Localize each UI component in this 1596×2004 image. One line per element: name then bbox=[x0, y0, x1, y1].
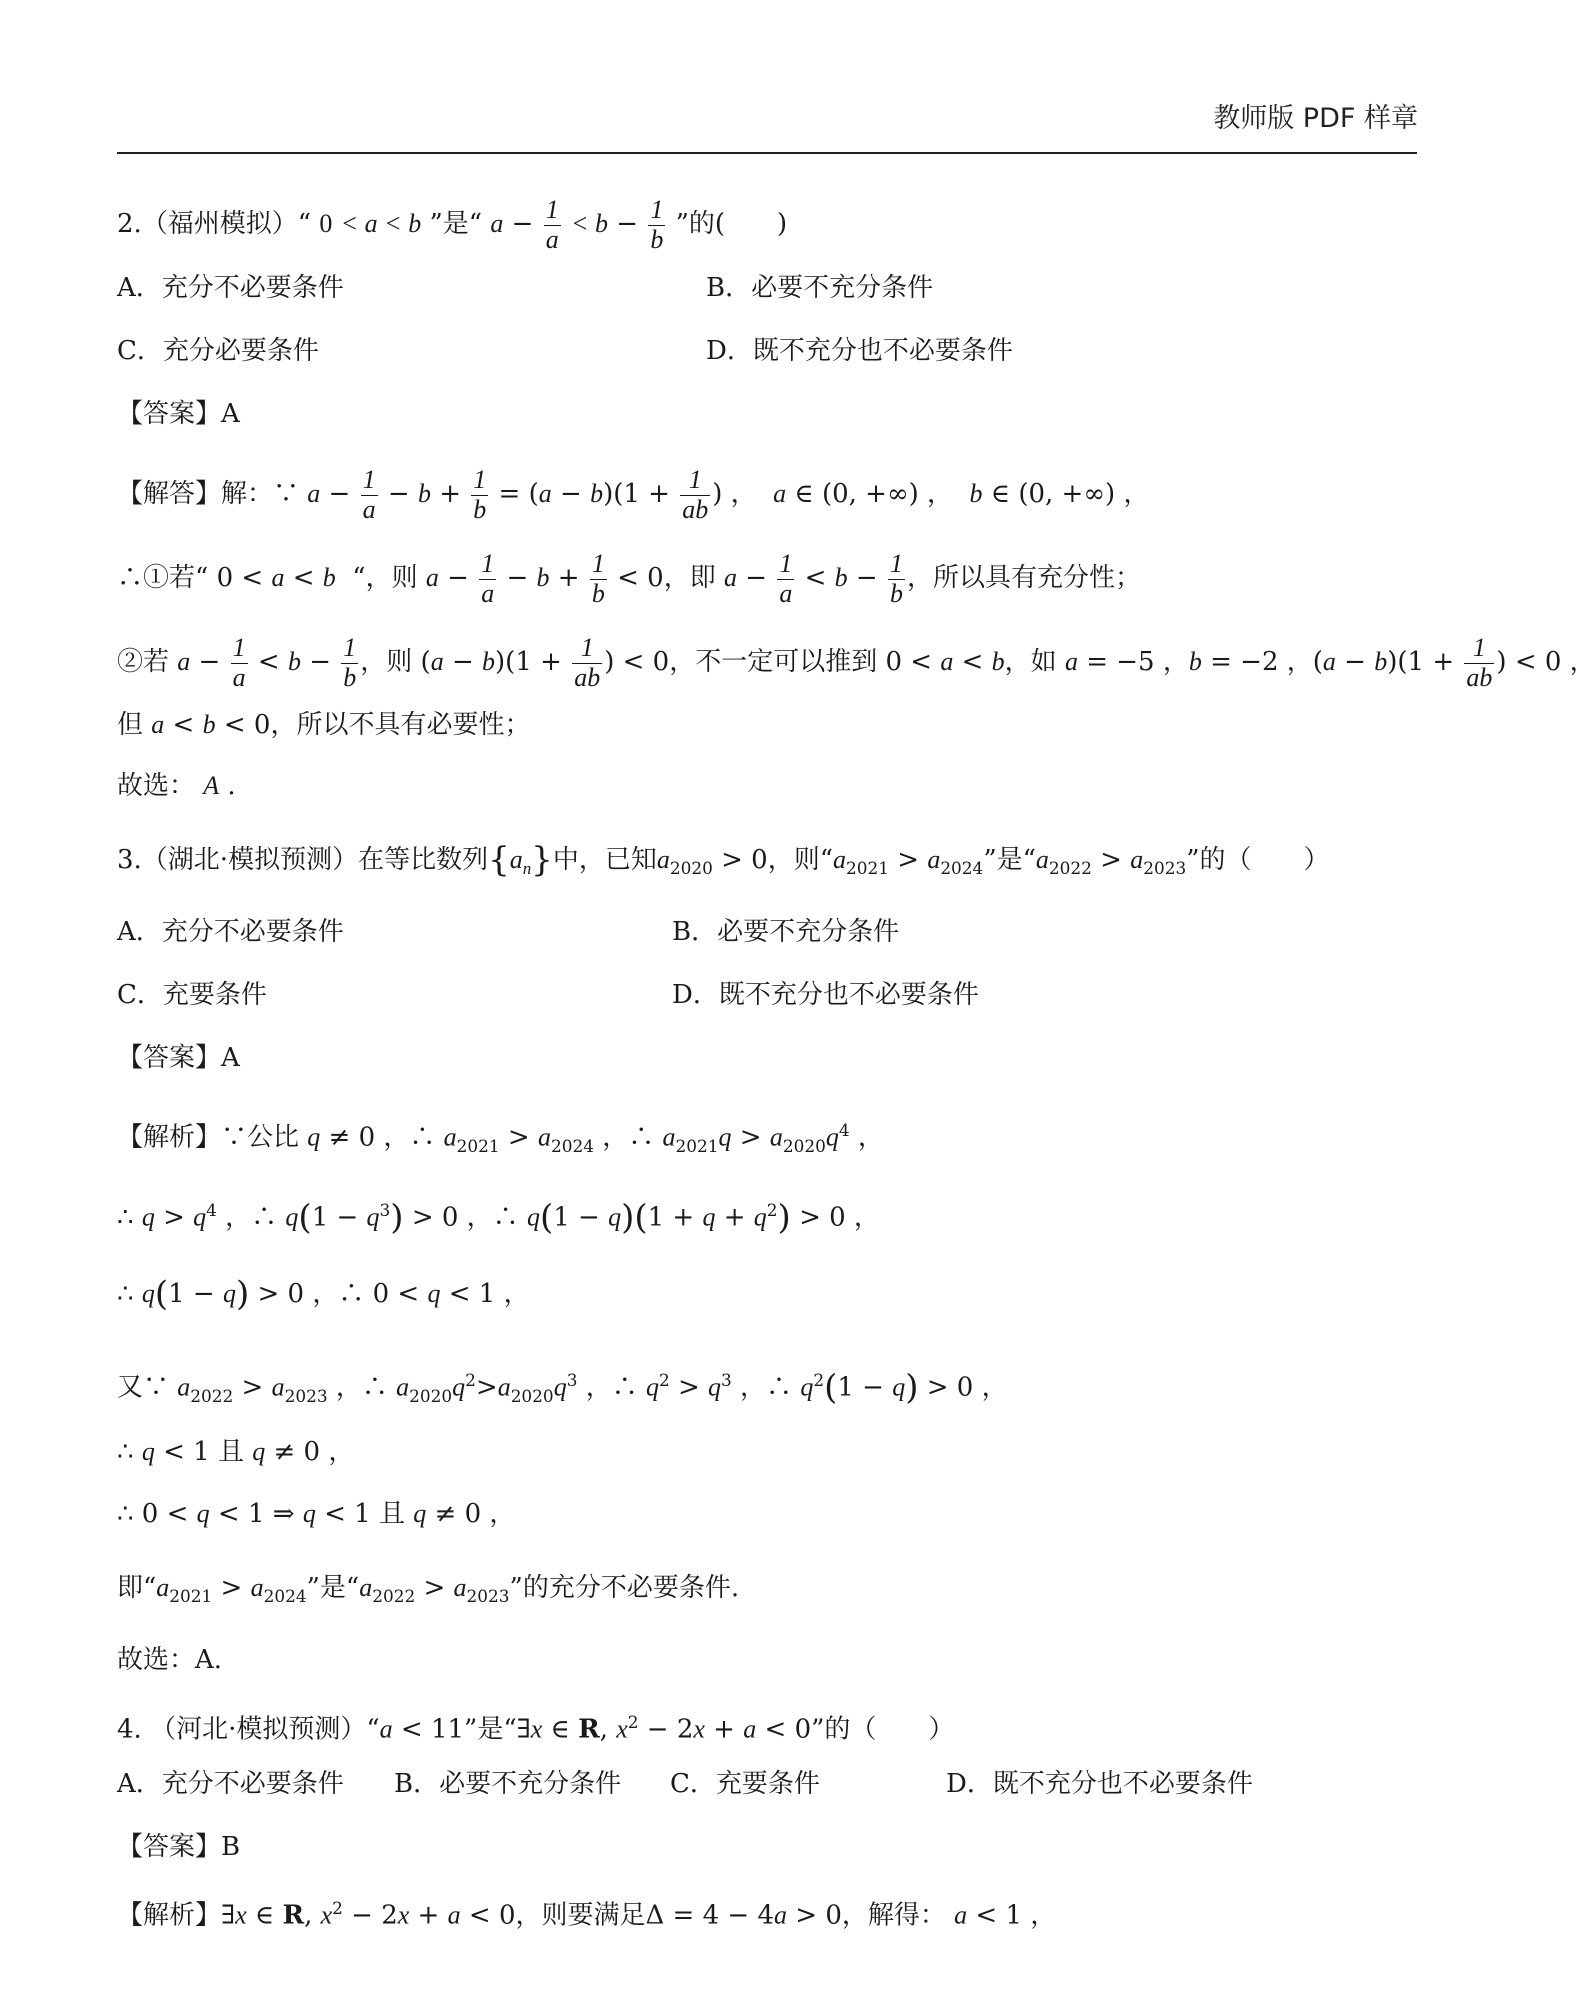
fraction: $\frac{1}{b}$ bbox=[591, 549, 605, 608]
q3-option-b: B．必要不充分条件 bbox=[672, 917, 900, 947]
q4-option-b: B．必要不充分条件 bbox=[394, 1769, 622, 1799]
text-fragment: 【解析】 bbox=[117, 1900, 222, 1931]
text-fragment: 即“ bbox=[117, 1573, 157, 1603]
text-fragment: ，如 bbox=[1004, 647, 1057, 678]
text-fragment: ，不一定可以推到 bbox=[669, 647, 878, 678]
text-fragment: 若“ bbox=[169, 563, 209, 594]
q4-solution-line-1: 【解析】∃x ∈ R, $x^2 - 2x + a < 0$，则要满足Δ = 4 − 4a > 0，解得： a < 1 ， bbox=[117, 1898, 1057, 1931]
text-fragment: ，所以具有充分性； bbox=[906, 563, 1141, 594]
q2-option-c: C．充分必要条件 bbox=[117, 336, 319, 366]
q4-option-c: C．充要条件 bbox=[670, 1769, 820, 1799]
fraction: $\frac{1}{b}$ bbox=[343, 633, 357, 692]
text-fragment: ”的（ ） bbox=[811, 1714, 955, 1745]
fraction: $\frac{1}{ab}$ bbox=[1466, 633, 1493, 692]
text-fragment: 中，已知 bbox=[552, 845, 657, 875]
q2-solution-label: 【解答】解： bbox=[117, 479, 274, 510]
text-fragment: 4. （河北·模拟预测）“ bbox=[117, 1714, 380, 1745]
text-fragment: ”的充分不必要条件. bbox=[509, 1573, 740, 1603]
q2-option-d: D．既不充分也不必要条件 bbox=[706, 336, 1013, 366]
q4-answer: 【答案】B bbox=[117, 1832, 241, 1862]
q4-option-a: A．充分不必要条件 bbox=[117, 1769, 344, 1799]
text-fragment: ，则 bbox=[360, 647, 413, 678]
q3-solution-line-3: ∴ q(1 − q) > 0 ，∴ 0 < q < 1 ， bbox=[117, 1274, 530, 1314]
q3-answer: 【答案】A bbox=[117, 1043, 240, 1073]
text-fragment: 但 bbox=[117, 710, 144, 740]
q2-stem: 2.（福州模拟）“ 0 < a < b ”是“ a − $\frac{1}{a}$ < b − $\frac{1}{b}$ ”的( ) bbox=[117, 195, 788, 254]
q2-answer: 【答案】A bbox=[117, 399, 240, 429]
fraction: $\frac{1}{a}$ bbox=[232, 633, 246, 692]
text-fragment: ，所以不具有必要性； bbox=[270, 710, 531, 740]
text-fragment: 【解析】∵公比 bbox=[117, 1122, 300, 1153]
text-fragment: ，解得： bbox=[841, 1900, 946, 1931]
text-fragment: 又∵ bbox=[117, 1372, 170, 1403]
fraction: $\frac{1}{b}$ bbox=[473, 465, 487, 524]
text-fragment: ”的（ ） bbox=[1186, 845, 1330, 875]
fraction: $\frac{1}{ab}$ bbox=[574, 633, 601, 692]
q3-conclusion: 即“$a_{2021} > a_{2024}$”是“$a_{2022} > a_{2023}$”的充分不必要条件. bbox=[117, 1573, 740, 1607]
fraction: $\frac{1}{a}$ bbox=[481, 549, 495, 608]
q2-solution-line-3: ②若 a − $\frac{1}{a}$ < b − $\frac{1}{b}$ ，则 (a − b)(1 + $\frac{1}{ab}$ ) < 0，不一定可以推到 0 < a < b，如 a = −5 ，b = −2 ，(a − b)(1 + $\frac{1}{ab}$ ) < 0 ， bbox=[117, 633, 1596, 692]
fraction: $\frac{1}{a}$ bbox=[545, 195, 559, 254]
text-fragment: 且 bbox=[378, 1499, 405, 1529]
header-divider bbox=[117, 152, 1417, 154]
q4-stem: 4. （河北·模拟预测）“a < 11”是“∃x ∈ R, $x^2 - 2x + a < 0$”的（ ） bbox=[117, 1712, 955, 1745]
text-fragment: 3.（湖北·模拟预测）在等比数列 bbox=[117, 845, 489, 875]
q2-option-a: A．充分不必要条件 bbox=[117, 273, 344, 303]
fraction: $\frac{1}{ab}$ bbox=[682, 465, 709, 524]
fraction: $\frac{1}{b}$ bbox=[889, 549, 903, 608]
q2-solution-line-4: 但 a < b < 0，所以不具有必要性； bbox=[117, 710, 531, 740]
text-fragment: ”是“ bbox=[983, 845, 1036, 875]
text-fragment: 且 bbox=[217, 1437, 244, 1467]
q3-solution-line-6: ∴ 0 < q < 1 ⇒ q < 1 且 q ≠ 0 ， bbox=[117, 1499, 516, 1529]
text-fragment: ，则要满足 bbox=[515, 1900, 646, 1931]
q2-option-b: B．必要不充分条件 bbox=[706, 273, 934, 303]
q2-stem-prefix: 2.（福州模拟）“ bbox=[117, 209, 312, 240]
text-fragment: ②若 bbox=[117, 647, 170, 678]
fraction: $\frac{1}{a}$ bbox=[362, 465, 376, 524]
q3-solution-line-1: 【解析】∵公比 q ≠ 0 ，∴ $a_{2021} > a_{2024}$ ，∴ $a_{2021}q > a_{2020}q^4$ ， bbox=[117, 1120, 884, 1156]
text-fragment: “，则 bbox=[352, 563, 418, 594]
fraction: $\frac{1}{b}$ bbox=[650, 195, 664, 254]
q3-stem: 3.（湖北·模拟预测）在等比数列$\{a_n\}$中，已知$a_{2020} > 0$，则“$a_{2021} > a_{2024}$”是“$a_{2022} > a_{2023}$”的（ ） bbox=[117, 840, 1330, 880]
q3-solution-line-4: 又∵ $a_{2022} > a_{2023}$ ，∴ $a_{2020}q^2>a_{2020}q^3$ ，∴ $q^2 > q^3$ ，∴ $q^2(1 - q) > 0$ ， bbox=[117, 1367, 1008, 1408]
text-fragment: ，则“ bbox=[767, 845, 833, 875]
text-fragment: ，即 bbox=[663, 563, 716, 594]
q2-solution-line-1: 【解答】解：∵ a − $\frac{1}{a}$ − b + $\frac{1}{b}$ = (a − b)(1 + $\frac{1}{ab}$ ) ， a ∈ (0, +∞) ， b ∈ (0, +∞) ， bbox=[117, 465, 1150, 524]
text-fragment: 故选： bbox=[117, 771, 196, 801]
q3-solution-line-2: ∴ $q > q^4$ ，∴ $q(1 - q^3) > 0$ ，∴ $q(1 - q)(1 + q + q^2) > 0$ ， bbox=[117, 1197, 880, 1238]
q3-solution-line-5: ∴ q < 1 且 q ≠ 0 ， bbox=[117, 1437, 355, 1467]
q3-option-c: C．充要条件 bbox=[117, 980, 267, 1010]
q3-choose: 故选：A. bbox=[117, 1645, 223, 1675]
q2-solution-line-2: ∴①若“ 0 < a < b “，则 a − $\frac{1}{a}$ − b + $\frac{1}{b}$ < 0，即 a − $\frac{1}{a}$ < b − $\frac{1}{b}$ ，所以具有充分性； bbox=[117, 549, 1141, 608]
text-fragment: ”是“ bbox=[464, 1714, 517, 1745]
fraction: $\frac{1}{a}$ bbox=[779, 549, 793, 608]
q2-stem-end: ”的( ) bbox=[675, 209, 788, 240]
q3-option-d: D．既不充分也不必要条件 bbox=[672, 980, 979, 1010]
q2-choose: 故选： A . bbox=[117, 771, 236, 801]
text-fragment: ”是“ bbox=[306, 1573, 360, 1603]
q4-option-d: D．既不充分也不必要条件 bbox=[946, 1769, 1253, 1799]
page-header-title: 教师版 PDF 样章 bbox=[1213, 103, 1418, 134]
q3-option-a: A．充分不必要条件 bbox=[117, 917, 344, 947]
